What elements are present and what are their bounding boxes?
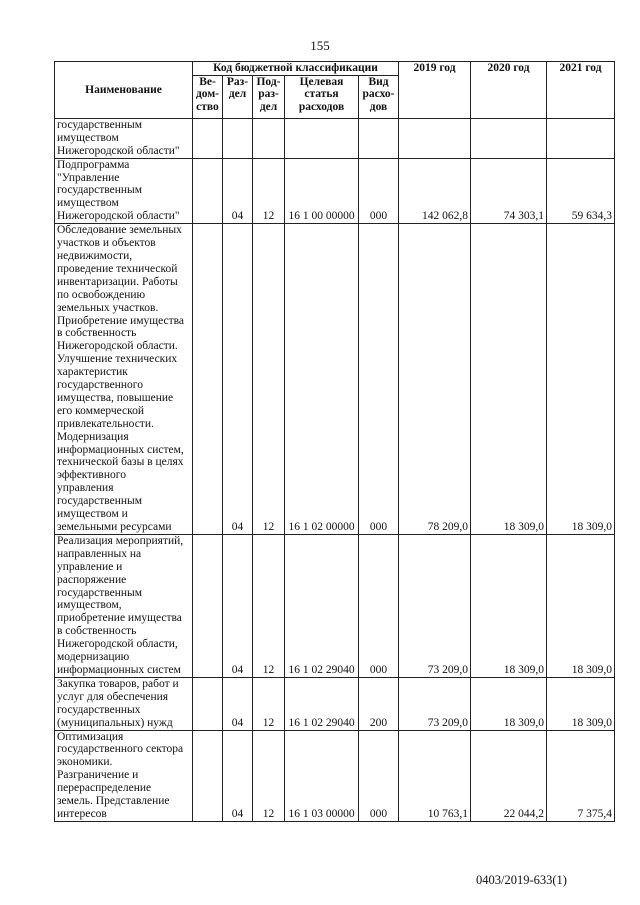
row-name: государственным имуществом Нижегородской области" bbox=[55, 118, 193, 158]
header-section: Раз- дел bbox=[223, 75, 253, 118]
row-2020 bbox=[471, 118, 547, 158]
row-2021: 59 634,3 bbox=[547, 158, 615, 224]
header-2019: 2019 год bbox=[399, 62, 471, 119]
header-name: Наименование bbox=[55, 62, 193, 119]
header-2021: 2021 год bbox=[547, 62, 615, 119]
row-subsection bbox=[253, 118, 285, 158]
row-subsection: 12 bbox=[253, 224, 285, 535]
row-section: 04 bbox=[223, 158, 253, 224]
row-2021: 7 375,4 bbox=[547, 730, 615, 821]
row-target: 16 1 00 00000 bbox=[285, 158, 359, 224]
table-row bbox=[55, 730, 615, 821]
row-2020: 74 303,1 bbox=[471, 158, 547, 224]
row-subsection: 12 bbox=[253, 730, 285, 821]
table-row bbox=[55, 534, 615, 677]
row-2019 bbox=[399, 118, 471, 158]
row-2019: 10 763,1 bbox=[399, 730, 471, 821]
row-exp-type: 000 bbox=[359, 730, 399, 821]
row-section: 04 bbox=[223, 224, 253, 535]
page-number: 155 bbox=[310, 38, 330, 53]
row-2020: 18 309,0 bbox=[471, 224, 547, 535]
header-2020: 2020 год bbox=[471, 62, 547, 119]
row-section: 04 bbox=[223, 730, 253, 821]
row-2021: 18 309,0 bbox=[547, 224, 615, 535]
row-2020: 22 044,2 bbox=[471, 730, 547, 821]
table-row bbox=[55, 224, 615, 535]
budget-table bbox=[54, 61, 615, 822]
row-2019: 73 209,0 bbox=[399, 534, 471, 677]
row-section: 04 bbox=[223, 677, 253, 730]
row-section bbox=[223, 118, 253, 158]
table-row bbox=[55, 158, 615, 224]
row-2021 bbox=[547, 118, 615, 158]
row-dept bbox=[193, 534, 223, 677]
row-2019: 73 209,0 bbox=[399, 677, 471, 730]
row-subsection: 12 bbox=[253, 534, 285, 677]
row-exp-type: 000 bbox=[359, 224, 399, 535]
row-2020: 18 309,0 bbox=[471, 677, 547, 730]
row-name: Реализация мероприятий, направленных на управление и распоряжение государственным имуществом, приобретение имущества в собственность Нижегородской области, модернизацию информационных систем bbox=[55, 534, 193, 677]
row-target: 16 1 02 29040 bbox=[285, 677, 359, 730]
header-target: Целевая статья расходов bbox=[285, 75, 359, 118]
row-2019: 78 209,0 bbox=[399, 224, 471, 535]
row-dept bbox=[193, 158, 223, 224]
header-subsection: Под- раз- дел bbox=[253, 75, 285, 118]
row-name: Обследование земельных участков и объектов недвижимости, проведение технической инвентаризации. Работы по освобождению земельных участков. Приобретение имущества в собственность Нижегородской области. Улучшение технических характеристик государственного имущества, повышение его коммерческой привлекательности. Модернизация информационных систем, технической базы в целях эффективного управления государственным имуществом и земельными ресурсами bbox=[55, 224, 193, 535]
row-name: Закупка товаров, работ и услуг для обеспечения государственных (муниципальных) нужд bbox=[55, 677, 193, 730]
row-2021: 18 309,0 bbox=[547, 534, 615, 677]
header-exp-type: Вид расхо- дов bbox=[359, 75, 399, 118]
row-target bbox=[285, 118, 359, 158]
row-exp-type: 200 bbox=[359, 677, 399, 730]
document-code: 0403/2019-633(1) bbox=[476, 873, 567, 887]
row-2019: 142 062,8 bbox=[399, 158, 471, 224]
row-exp-type: 000 bbox=[359, 534, 399, 677]
header-dept: Ве- дом- ство bbox=[193, 75, 223, 118]
row-dept bbox=[193, 224, 223, 535]
row-name: Оптимизация государственного сектора экономики. Разграничение и перераспределение земель. Представление интересов bbox=[55, 730, 193, 821]
row-dept bbox=[193, 118, 223, 158]
row-2021: 18 309,0 bbox=[547, 677, 615, 730]
row-dept bbox=[193, 677, 223, 730]
row-target: 16 1 02 00000 bbox=[285, 224, 359, 535]
table-row bbox=[55, 118, 615, 158]
row-name: Подпрограмма "Управление государственным имуществом Нижегородской области" bbox=[55, 158, 193, 224]
table-row bbox=[55, 677, 615, 730]
row-subsection: 12 bbox=[253, 158, 285, 224]
row-target: 16 1 03 00000 bbox=[285, 730, 359, 821]
row-subsection: 12 bbox=[253, 677, 285, 730]
row-2020: 18 309,0 bbox=[471, 534, 547, 677]
header-row-1 bbox=[55, 62, 615, 76]
row-exp-type: 000 bbox=[359, 158, 399, 224]
row-exp-type bbox=[359, 118, 399, 158]
row-section: 04 bbox=[223, 534, 253, 677]
header-classification: Код бюджетной классификации bbox=[193, 62, 399, 76]
row-dept bbox=[193, 730, 223, 821]
row-target: 16 1 02 29040 bbox=[285, 534, 359, 677]
